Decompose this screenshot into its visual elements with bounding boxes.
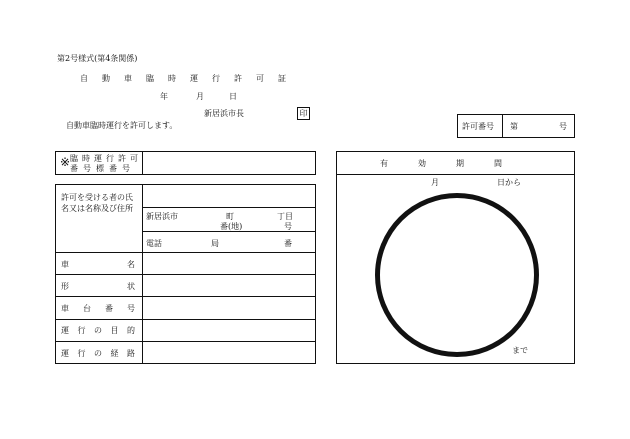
permit-number-label: 許可番号 [462, 122, 494, 131]
validity-until: まで [512, 346, 528, 355]
validity-month: 月 [431, 178, 439, 187]
address-chome: 丁目 [277, 212, 293, 221]
phone-ban: 番 [284, 239, 292, 248]
asterisk-mark: ※ [60, 155, 71, 169]
validity-title-divider [337, 174, 574, 175]
row-label-car-name: 車 名 [61, 260, 135, 269]
applicant-divider-1 [142, 207, 315, 208]
permit-statement: 自動車臨時運行を許可します。 [66, 121, 178, 130]
purpose-field[interactable] [146, 322, 312, 338]
date-year-label: 年 [160, 92, 168, 101]
row-label-shape: 形 状 [61, 282, 135, 291]
address-machi: 町 [226, 212, 234, 221]
address-go: 号 [284, 222, 292, 231]
row-divider-2 [56, 274, 315, 275]
validity-title: 有効期間 [380, 159, 532, 168]
shape-field[interactable] [146, 277, 312, 293]
document-title: 自動車臨時運行許可証 [80, 74, 300, 83]
plate-label-line1: 臨 時 運 行 許 可 [70, 154, 138, 163]
plate-number-field[interactable] [146, 154, 312, 172]
row-label-purpose: 運 行 の 目 的 [61, 326, 135, 335]
address-city: 新居浜市 [146, 212, 178, 221]
row-divider-3 [56, 296, 315, 297]
row-divider-4 [56, 319, 315, 320]
form-number: 第2号様式(第4条関係) [57, 54, 138, 63]
date-day-label: 日 [229, 92, 237, 101]
route-field[interactable] [146, 344, 312, 360]
validity-day-field[interactable] [450, 176, 494, 188]
car-name-field[interactable] [146, 255, 312, 271]
address-banchi: 番(地) [220, 222, 243, 231]
plate-label-line2: 番号標番号 [70, 164, 135, 173]
permit-number-go: 号 [559, 122, 567, 131]
row-label-chassis-number: 車 台 番 号 [61, 304, 135, 313]
phone-kyoku: 局 [211, 239, 219, 248]
row-divider-5 [56, 341, 315, 342]
applicant-label-line1: 許可を受ける者の氏 [61, 193, 133, 202]
applicant-name-field[interactable] [146, 188, 312, 204]
phone-label: 電話 [146, 239, 162, 248]
permit-number-divider [502, 115, 503, 137]
seal-mark: 印 [297, 107, 310, 120]
row-label-route: 運 行 の 経 路 [61, 349, 135, 358]
permit-number-field[interactable] [524, 118, 556, 132]
phone-field[interactable] [166, 234, 206, 248]
applicant-label-line2: 名又は名称及び住所 [61, 204, 133, 213]
issuer-name: 新居浜市長 [204, 109, 244, 118]
validity-day-from: 日から [497, 178, 521, 187]
validity-circle [375, 193, 539, 357]
chassis-number-field[interactable] [146, 299, 312, 315]
permit-number-dai: 第 [510, 122, 518, 131]
date-month-label: 月 [196, 92, 204, 101]
validity-month-field[interactable] [400, 176, 428, 188]
address-field[interactable] [185, 209, 221, 229]
plate-number-divider [142, 152, 143, 174]
row-divider-1 [56, 252, 315, 253]
